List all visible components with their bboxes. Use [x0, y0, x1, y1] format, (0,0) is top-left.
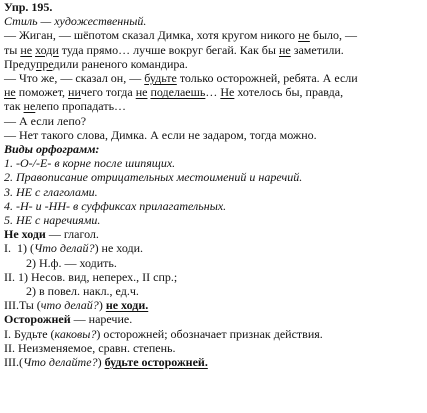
- text-span: …: [205, 85, 221, 100]
- text-line: [4, 28, 357, 42]
- underlined-word: будьте: [144, 71, 177, 85]
- underlined-word: поделаешь: [150, 85, 206, 100]
- roman-numeral: III.: [4, 298, 19, 313]
- underlined-particle: не: [20, 42, 33, 57]
- roman-numeral: I.: [4, 241, 11, 256]
- text-span: — Что же, — сказал он, —: [4, 71, 145, 85]
- parse-answer: будьте осторожней.: [104, 355, 208, 369]
- text-line: — Нет такого слова, Димка. А если не задаром, тогда можно.: [4, 127, 317, 142]
- style-label: Стиль: [4, 14, 38, 29]
- text-span: Преду: [4, 56, 36, 71]
- underlined-particle: не: [135, 85, 148, 100]
- orthogram-heading: Виды орфограмм:: [4, 142, 100, 156]
- roman-numeral: III.: [4, 355, 19, 369]
- underlined-particle: не: [4, 85, 16, 100]
- text-span: лепо пропадать…: [35, 99, 127, 114]
- underlined-word: ходи: [35, 42, 59, 57]
- text-span: было: [312, 28, 340, 43]
- parsed-word: Не ходи: [4, 227, 46, 242]
- roman-numeral: I.: [4, 326, 14, 341]
- question: Что делай?: [34, 241, 95, 256]
- orthogram-item: 1. -О-/-Е- в корне после шипящих.: [4, 156, 176, 171]
- parse-heading: [4, 227, 99, 241]
- text-span: только осторожней, ребята. А если: [176, 71, 358, 85]
- part-of-speech: — глагол.: [45, 227, 99, 242]
- text-span: туда прямо… лучше вокруг бегай. Как бы: [58, 42, 279, 57]
- text-span: (: [19, 355, 23, 369]
- text-span: ) не ходи.: [94, 241, 144, 256]
- text-span: 1) (: [17, 241, 34, 256]
- text-span: так: [4, 99, 24, 114]
- style-line: [4, 14, 146, 28]
- text-span: ): [97, 355, 105, 369]
- exercise-title: Упр. 195.: [4, 0, 53, 14]
- style-value: художественный.: [54, 14, 147, 29]
- text-span: ) осторожней; обозначает признак действия.: [96, 326, 323, 341]
- parse-line: [4, 270, 177, 284]
- underlined-prefix: ни: [68, 85, 81, 100]
- text-span: Неизменяемое, сравн. степень.: [18, 340, 176, 355]
- part-of-speech: — наречие.: [70, 312, 133, 327]
- text-span: заметили.: [290, 42, 344, 57]
- text-span: Будьте (: [14, 326, 55, 341]
- parse-line: [4, 241, 143, 255]
- orthogram-item: 3. НЕ с глаголами.: [4, 184, 98, 199]
- underlined-part: пред: [35, 56, 60, 71]
- roman-numeral: II.: [4, 269, 15, 284]
- text-span: ): [98, 298, 106, 313]
- text-line: [4, 99, 126, 113]
- orthogram-item: 4. -Н- и -НН- в суффиксах прилагательных.: [4, 198, 227, 213]
- question: Что делайте?: [23, 355, 98, 369]
- underlined-particle: не: [298, 28, 310, 43]
- parse-line: 2) в повел. накл., ед.ч.: [26, 284, 139, 298]
- text-line: [4, 43, 344, 57]
- text-span: Ты (: [19, 298, 41, 313]
- roman-numeral: II.: [4, 340, 18, 355]
- parsed-word: Осторожней: [4, 312, 71, 327]
- style-dash: —: [37, 14, 55, 29]
- text-span: ты: [4, 42, 21, 57]
- text-span: чего тогда: [80, 85, 136, 100]
- text-span: хотелось бы, правда,: [234, 85, 344, 100]
- text-span: 1) Несов. вид, неперех., II спр.;: [18, 269, 178, 284]
- underlined-particle: не: [278, 42, 291, 57]
- text-span: , —: [339, 28, 358, 43]
- text-line: — А если лепо?: [4, 113, 87, 128]
- orthogram-item: 5. НЕ с наречиями.: [4, 213, 101, 227]
- question: что делай?: [40, 298, 99, 313]
- underlined-prefix: не: [23, 99, 36, 114]
- text-line: [4, 85, 343, 99]
- parse-answer: не ходи.: [105, 298, 149, 313]
- underlined-particle: Не: [220, 85, 235, 100]
- question: каковы?: [54, 326, 97, 341]
- orthogram-item: 2. Правописание отрицательных местоимений и наречий.: [4, 170, 303, 185]
- text-line: [4, 71, 358, 85]
- text-line: [4, 57, 188, 71]
- text-span: или раненого командира.: [59, 56, 188, 71]
- parse-line: 2) Н.ф. — ходить.: [26, 255, 117, 270]
- text-span: — Жиган, — шёпотом сказал Димка, хотя кругом никого: [4, 28, 299, 43]
- text-span: поможет,: [15, 85, 69, 100]
